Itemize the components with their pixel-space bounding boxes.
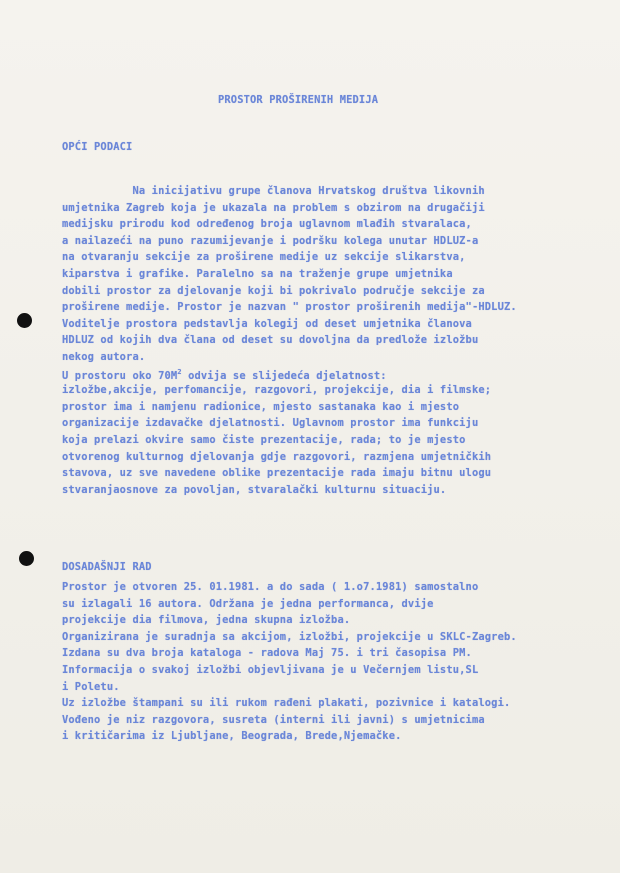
- text-line: stvaranjaosnove za povoljan, stvaralački kulturnu situaciju.: [62, 483, 447, 496]
- text-line: i kritičarima iz Ljubljane, Beograda, Brede,Njemačke.: [62, 730, 402, 743]
- text-line: nekog autora.: [62, 350, 146, 363]
- text-line: Prostor je otvoren 25. 01.1981. a do sada ( 1.o7.1981) samostalno: [62, 581, 479, 593]
- text-line: na otvaranju sekcije za proširene medije uz sekcije slikarstva,: [62, 251, 466, 264]
- text-line: Izdana su dva broja kataloga - radova Maj 75. i tri časopisa PM.: [62, 647, 472, 660]
- text-segment: U prostoru oko 70M: [62, 369, 178, 382]
- text-line: organizacije izdavačke djelatnosti. Uglavnom prostor ima funkciju: [62, 417, 479, 430]
- superscript: 2: [177, 367, 182, 376]
- text-line: Voditelje prostora pedstavlja kolegij od deset umjetnika članova: [62, 317, 472, 330]
- text-line: HDLUZ od kojih dva člana od deset su dovoljna da predlože izložbu: [62, 334, 479, 347]
- punch-hole: [19, 551, 34, 566]
- text-line: Informacija o svakoj izložbi objevljivana je u Večernjem listu,SL: [62, 663, 479, 676]
- text-line: izložbe,akcije, perfomancije, razgovori, projekcije, dia i filmske;: [62, 384, 492, 397]
- section-previous-body: [62, 577, 517, 743]
- text-segment: odvija se slijedeća djelatnost:: [181, 369, 387, 382]
- text-line: proširene medije. Prostor je nazvan " prostor proširenih medija"-HDLUZ.: [62, 301, 517, 314]
- text-line: projekcije dia filmova, jedna skupna izložba.: [62, 614, 351, 627]
- text-line: medijsku prirodu kod određenog broja uglavnom mlađih stvaralaca,: [62, 218, 472, 231]
- punch-hole: [17, 313, 32, 328]
- section-general-body: [62, 181, 517, 496]
- text-line: Vođeno je niz razgovora, susreta (interni ili javni) s umjetnicima: [62, 713, 485, 726]
- section-heading-general: OPĆI PODACI: [62, 141, 133, 153]
- text-line: i Poletu.: [62, 680, 120, 693]
- text-line: Organizirana je suradnja sa akcijom, izložbi, projekcije u SKLC-Zagreb.: [62, 630, 517, 643]
- text-line: kiparstva i grafike. Paralelno sa na traženje grupe umjetnika: [62, 267, 453, 280]
- text-line: su izlagali 16 autora. Održana je jedna performanca, dvije: [62, 597, 434, 610]
- text-line: otvorenog kulturnog djelovanja gdje razgovori, razmjena umjetničkih: [62, 450, 492, 463]
- text-line: Na inicijativu grupe članova Hrvatskog društva likovnih: [62, 185, 485, 197]
- text-line: umjetnika Zagreb koja je ukazala na problem s obzirom na drugačiji: [62, 201, 485, 214]
- text-line: prostor ima i namjenu radionice, mjesto sastanaka kao i mjesto: [62, 400, 460, 413]
- text-line: Uz izložbe štampani su ili rukom rađeni plakati, pozivnice i katalogi.: [62, 697, 511, 710]
- text-line: dobili prostor za djelovanje koji bi pokrivalo područje sekcije za: [62, 284, 485, 297]
- text-line: koja prelazi okvire samo čiste prezentacije, rada; to je mjesto: [62, 433, 466, 446]
- text-line: stavova, uz sve navedene oblike prezentacije rada imaju bitnu ulogu: [62, 467, 492, 480]
- document-title: PROSTOR PROŠIRENIH MEDIJA: [218, 94, 379, 106]
- text-line: a nailazeći na puno razumijevanje i podršku kolega unutar HDLUZ-a: [62, 234, 479, 247]
- section-heading-previous: DOSADAŠNJI RAD: [62, 561, 152, 573]
